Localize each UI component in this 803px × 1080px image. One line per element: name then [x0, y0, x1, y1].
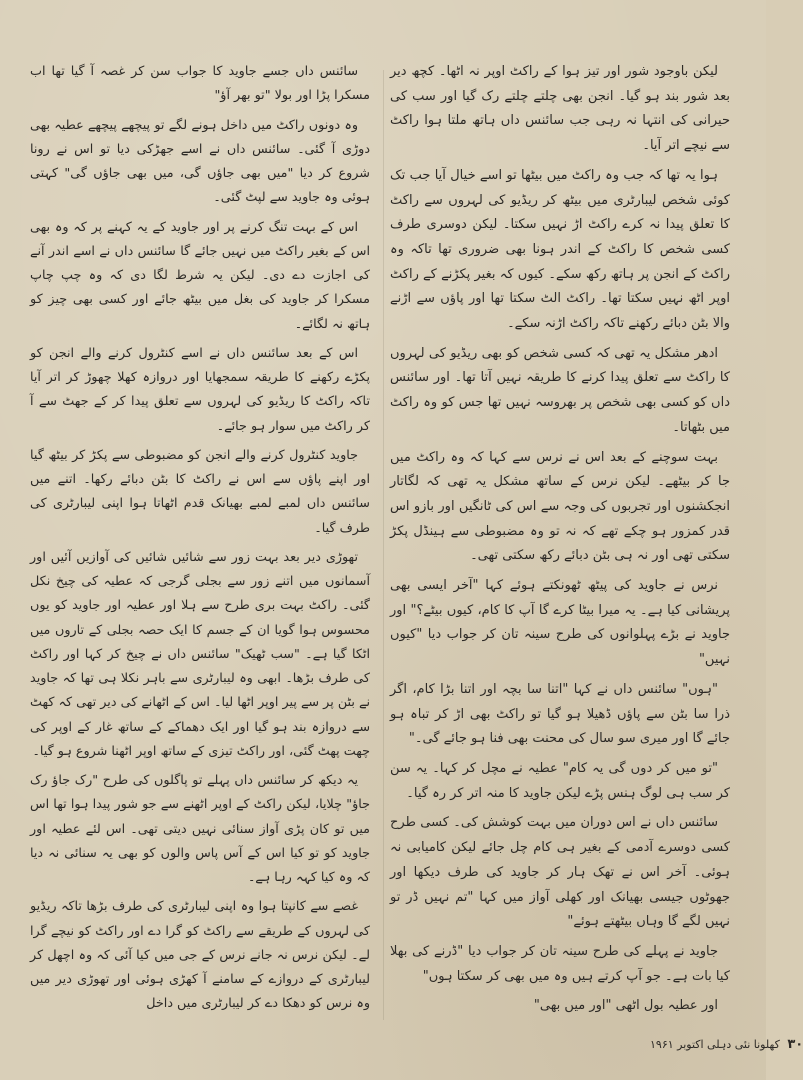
paragraph: بہت سوچنے کے بعد اس نے نرس سے کہا کہ وہ راکٹ میں جا کر بیٹھے۔ لیکن نرس کے ساتھ مشکل یہ تھی کہ لگاتار انجکشنوں اور تجربوں کی وجہ سے اس کی ٹانگیں اور بازو اس قدر کمزور ہو چکے تھے کہ نہ تو وہ مضبوطی سے ہینڈل پکڑ سکتی تھی اور نہ ہی بٹن دبائے رکھ سکتی تھی۔: [390, 449, 730, 564]
paragraph: اس کے بعد سائنس داں نے اسے کنٹرول کرنے والے انجن کو پکڑے رکھنے کا طریقہ سمجھایا اور دروازہ کھلا چھوڑ کر اتر آیا تاکہ راکٹ کا ریڈیو کی لہروں سے تعلق پیدا کر کے جھٹ سے آ کر راکٹ میں سوار ہو جائے۔: [30, 345, 370, 434]
paragraph: اس کے بہت تنگ کرنے پر اور جاوید کے یہ کہنے پر کہ وہ بھی اس کے بغیر راکٹ میں نہیں جائے گا سائنس داں نے اسے اندر آنے کی اجازت دے دی۔ لیکن یہ شرط لگا دی کہ وہ چپ چاپ مسکرا کر جاوید کی بغل میں بیٹھ جائے اور کسی بھی چیز کو ہاتھ نہ لگائے۔: [30, 219, 370, 332]
issue-label: کھلونا نئی دہلی اکتوبر ۱۹۶۱: [650, 1038, 780, 1051]
page-footer: [650, 1037, 803, 1052]
paragraph: غصے سے کانپتا ہوا وہ اپنی لیبارٹری کی طرف بڑھا تاکہ ریڈیو کی لہروں کے طریقے سے راکٹ کو گرا دے اور راکٹ کو نیچے گرا لے۔ لیکن نرس نہ جانے نرس کے جی میں کیا آئی کہ وہ اچھل کر لیبارٹری کے دروازے کے سامنے آ کھڑی ہوئی اور تھوڑی دیر میں وہ نرس کو دھکا دے کر لیبارٹری میں داخل: [30, 899, 370, 1012]
paragraph: جاوید کنٹرول کرنے والے انجن کو مضبوطی سے پکڑ کر بیٹھ گیا اور اپنے پاؤں سے اس نے راکٹ کا بٹن دبائے رکھا۔ اتنے میں سائنس داں لمبے لمبے بھیانک قدم اٹھاتا ہوا اپنی لیبارٹری کی طرف گیا۔: [30, 447, 370, 536]
column-divider: [383, 70, 384, 1020]
paragraph: ہوا یہ تھا کہ جب وہ راکٹ میں بیٹھا تو اسے خیال آیا جب تک کوئی شخص لیبارٹری میں بیٹھ کر ریڈیو کی لہروں سے راکٹ کا تعلق پیدا نہ کرے راکٹ اڑ نہیں سکتا۔ لیکن دوسری طرف کسی شخص کا راکٹ کے اندر ہونا بھی ضروری تھا تاکہ وہ راکٹ کے انجن پر ہاتھ رکھ سکے۔ کیوں کہ بغیر پکڑنے کے راکٹ اوپر اٹھ نہیں سکتا تھا۔ راکٹ الٹ سکتا تھا اور پاؤں سے اڑنے والا بٹن دبائے رکھنے تاکہ راکٹ اڑنہ سکے۔: [390, 167, 730, 332]
text-column-right: [390, 60, 730, 1020]
text-column-left: [30, 60, 370, 1020]
paragraph: سائنس داں نے اس دوران میں بہت کوشش کی۔ کسی طرح کسی دوسرے آدمی کے بغیر ہی کام چل جائے لیکن کامیابی نہ ہوئی۔ آخر اس نے تھک ہار کر جاوید کی طرف دیکھا اور جھوٹوں جیسی بھیانک اور کھلی آواز میں کہا "تم نہیں ڈر تو نہیں لگے گا وہاں بیٹھتے ہوئے": [390, 815, 730, 930]
paragraph: "تو میں کر دوں گی یہ کام" عطیہ نے مچل کر کہا۔ یہ سن کر سب ہی لوگ ہنس پڑے لیکن جاوید کا منہ اتر کر رہ گیا۔: [390, 760, 730, 801]
paragraph: سائنس داں جسے جاوید کا جواب سن کر غصہ آ گیا تھا اب مسکرا پڑا اور بولا "تو بھر آؤ": [30, 64, 370, 104]
paragraph: لیکن باوجود شور اور تیز ہوا کے راکٹ اوپر نہ اٹھا۔ کچھ دیر بعد شور بند ہو گیا۔ انجن بھی چلتے چلتے رک گیا اور سب کی حیرانی کی انتہا نہ رہی جب سائنس داں ہاتھ ملتا ہوا راکٹ سے نیچے اتر آیا۔: [390, 64, 730, 154]
paragraph: ادھر مشکل یہ تھی کہ کسی شخص کو بھی ریڈیو کی لہروں کا راکٹ سے تعلق پیدا کرنے کا طریقہ نہیں آتا تھا۔ اور سائنس داں کو کسی بھی شخص پر بھروسہ نہیں تھا جس کو وہ راکٹ میں بٹھاتا۔: [390, 345, 730, 435]
paragraph: جاوید نے پہلے کی طرح سینہ تان کر جواب دیا "ڈرنے کی بھلا کیا بات ہے۔ جو آپ کرتے ہیں وہ میں بھی کر سکتا ہوں": [390, 943, 730, 984]
paragraph: تھوڑی دیر بعد بہت زور سے شائیں شائیں کی آوازیں آئیں اور آسمانوں میں اتنے زور سے بجلی گرجی کہ عطیہ کی چیخ نکل گئی۔ راکٹ بہت بری طرح سے ہلا اور عطیہ اور جاوید کو یوں محسوس ہوا گویا ان کے جسم کا ایک حصہ بجلی کے تاروں میں اٹکا گیا ہے۔ "سب ٹھیک" سائنس داں نے چیخ کر کہا اور راکٹ کی طرف بڑھا۔ ابھی وہ لیبارٹری سے باہر نکلا ہی تھا کہ جاوید نے بٹن پر سے پیر اوپر اٹھا لیا۔ اس کے اٹھانے کی دیر تھی کہ کھٹ سے دروازہ بند ہو گیا اور ایک دھماکے کے ساتھ غار کے اوپر کی چھت پھٹ گئی، اور راکٹ تیزی کے ساتھ اوپر اٹھنا شروع ہو گیا۔: [30, 549, 370, 759]
paragraph: "ہوں" سائنس داں نے کہا "اتنا سا بچہ اور اتنا بڑا کام، اگر ذرا سا بٹن سے پاؤں ڈھیلا ہو گیا تو راکٹ بھی اڑ کر تباہ ہو جائے گا اور میری سو سال کی محنت بھی فنا ہو جائے گی۔": [390, 681, 730, 747]
paragraph: وہ دونوں راکٹ میں داخل ہونے لگے تو پیچھے پیچھے عطیہ بھی دوڑی آ گئی۔ سائنس داں نے اسے جھڑکی دیا تو اس نے رونا شروع کر دیا "میں بھی جاؤں گی، میں بھی جاؤں گی" کہتی ہوئی وہ جاوید سے لپٹ گئی۔: [30, 117, 370, 206]
paragraph: یہ دیکھ کر سائنس داں پہلے تو پاگلوں کی طرح "رک جاؤ رک جاؤ" چلایا، لیکن راکٹ کے اوپر اٹھنے سے جو شور پیدا ہوا تھا اس میں تو کان پڑی آواز سنائی نہیں دیتی تھی۔ اس لئے عطیہ اور جاوید کو تو کیا اس کے آس پاس والوں کو بھی یہ سنائی نہ دیا کہ وہ کیا کہہ رہا ہے۔: [30, 773, 370, 885]
page-number: ۳۰: [787, 1037, 803, 1052]
paragraph: نرس نے جاوید کی پیٹھ ٹھونکتے ہوئے کہا "آخر ایسی بھی پریشانی کیا ہے۔ یہ میرا بیٹا کرے گا آپ کا کام، کیوں بیٹے؟" اور جاوید نے بڑے پہلوانوں کی طرح سینہ تان کر جواب دیا "کیوں نہیں": [390, 578, 730, 668]
paragraph: اور عطیہ بول اٹھی "اور میں بھی": [533, 998, 718, 1014]
